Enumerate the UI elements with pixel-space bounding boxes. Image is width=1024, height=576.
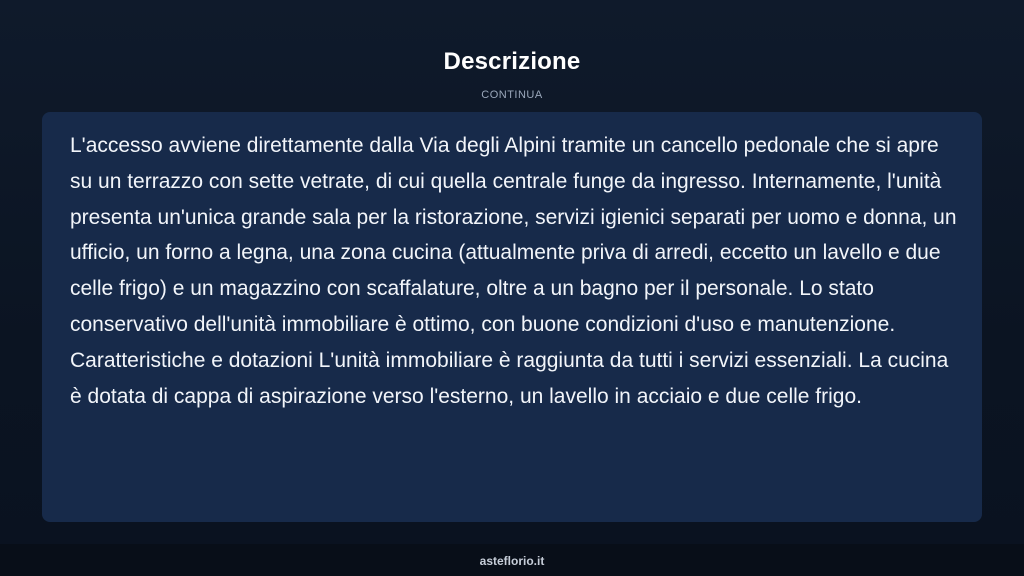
continue-label[interactable]: CONTINUA bbox=[481, 89, 543, 101]
description-text: L'accesso avviene direttamente dalla Via degli Alpini tramite un cancello pedonale che si apre su un terrazzo con sette vetrate, di cui quella centrale funge da ingresso. Internamente, l'unità presenta un'unica grande sala per la ristorazione, servizi igienici separati per uomo e donna, un ufficio, un forno a legna, una zona cucina (attualmente priva di arredi, eccetto un lavello e due celle frigo) e un magazzino con scaffalature, oltre a un bagno per il personale. Lo stato conservativo dell'unità immobiliare è ottimo, con buone condizioni d'uso e manutenzione. Caratteristiche e dotazioni L'unità immobiliare è raggiunta da tutti i servizi essenziali. La cucina è dotata di cappa di aspirazione verso l'esterno, un lavello in acciaio e due celle frigo. bbox=[70, 134, 957, 408]
footer-site-name: asteflorio.it bbox=[479, 554, 545, 568]
page-title: Descrizione bbox=[443, 48, 581, 75]
